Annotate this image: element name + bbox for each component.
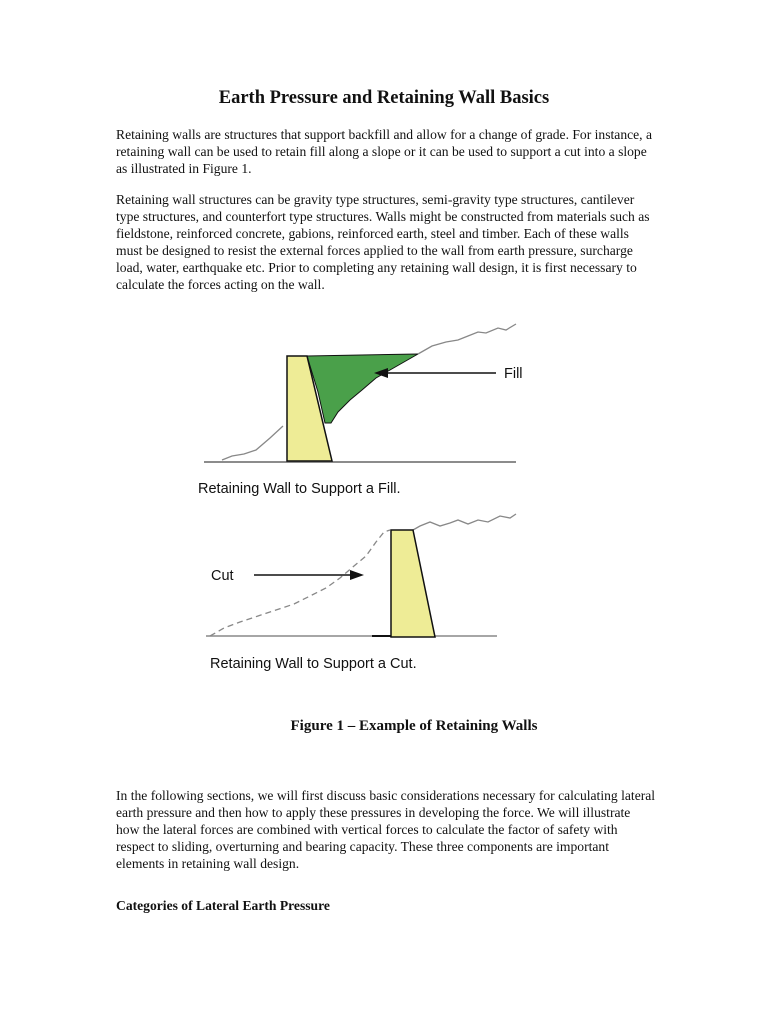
fill-label: Fill — [504, 366, 523, 382]
paragraph-wall-types: Retaining wall structures can be gravity type structures, semi-gravity type structures, cantilever type structures, and counterfort type structures. Walls might be constructed from materials such as fieldstone, reinforced concrete, gabions, reinforced earth, steel and timber. Each of these walls must be designed to resist the external forces applied to the wall from earth pressure, surcharge load, water, earthquake etc. Prior to completing any retaining wall design, it is first necessary to calculate the forces acting on the wall. — [116, 192, 650, 292]
document-title: Earth Pressure and Retaining Wall Basics — [218, 88, 550, 108]
cut-original-ground-dashed — [210, 530, 390, 636]
fill-caption: Retaining Wall to Support a Fill. — [198, 481, 401, 497]
fill-slope-line-upper — [418, 324, 516, 354]
paragraph-intro: Retaining walls are structures that support backfill and allow for a change of grade. For instance, a retaining wall can be used to retain fill along a slope or it can be used to support a cut into a slope as illustrated in Figure 1. — [116, 127, 653, 176]
cut-label: Cut — [211, 568, 234, 584]
cut-retaining-wall — [391, 530, 435, 637]
paragraph-following-sections: In the following sections, we will first discuss basic considerations necessary for calculating lateral earth pressure and then how to apply these pressures in developing the force. We will illustrate how the lateral forces are combined with vertical forces to calculate the factor of safety with respect to sliding, overturning and bearing capacity. These three components are important elements in retaining wall design. — [116, 788, 656, 871]
cut-arrow-head — [350, 570, 364, 580]
figure-drawing — [0, 320, 768, 750]
cut-caption: Retaining Wall to Support a Cut. — [210, 656, 417, 672]
section-heading: Categories of Lateral Earth Pressure — [116, 898, 330, 913]
figure-caption: Figure 1 – Example of Retaining Walls — [290, 718, 538, 734]
fill-soil — [307, 354, 418, 423]
figure-retaining-walls — [0, 320, 768, 750]
fill-slope-line-lower — [222, 426, 283, 460]
cut-slope-line-upper — [413, 514, 516, 530]
